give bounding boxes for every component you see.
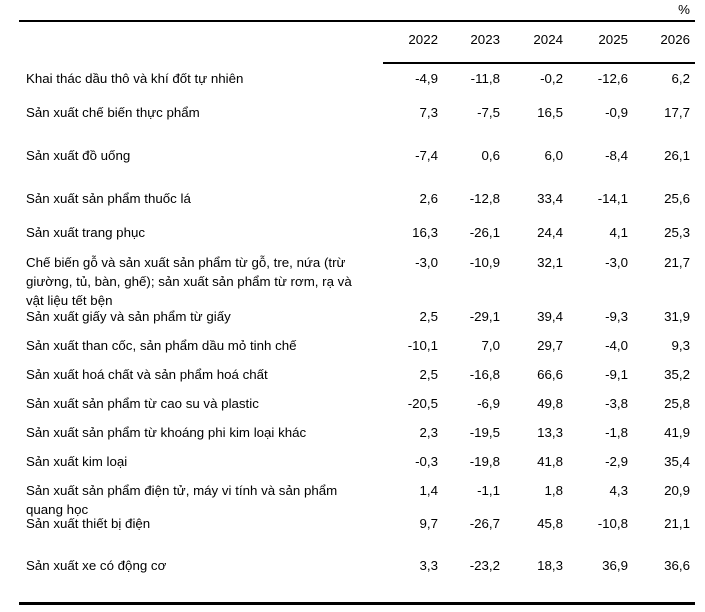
- cell-value: 9,7: [419, 516, 438, 531]
- row-label: Sản xuất sản phẩm thuốc lá: [26, 191, 191, 206]
- row-label: Sản xuất sản phẩm điện tử, máy vi tính và sản phẩm quang học: [26, 483, 338, 517]
- cell-value: 6,0: [544, 148, 563, 163]
- row-label: Sản xuất đồ uống: [26, 148, 131, 163]
- cell-value: 1,8: [544, 483, 563, 498]
- cell-value: 36,6: [664, 558, 690, 573]
- cell-value: -0,9: [605, 105, 628, 120]
- cell-value: -7,4: [415, 148, 438, 163]
- cell-value: 25,6: [664, 191, 690, 206]
- cell-value: -9,1: [605, 367, 628, 382]
- cell-value: 2,6: [419, 191, 438, 206]
- row-label: Sản xuất than cốc, sản phẩm dầu mỏ tinh chế: [26, 338, 297, 353]
- cell-value: -1,8: [605, 425, 628, 440]
- column-header-2024: 2024: [533, 32, 563, 47]
- cell-value: 35,2: [664, 367, 690, 382]
- cell-value: -9,3: [605, 309, 628, 324]
- cell-value: 31,9: [664, 309, 690, 324]
- cell-value: 2,3: [419, 425, 438, 440]
- cell-value: 32,1: [537, 255, 563, 270]
- cell-value: -23,2: [469, 558, 500, 573]
- cell-value: 1,4: [419, 483, 438, 498]
- row-label: Sản xuất hoá chất và sản phẩm hoá chất: [26, 367, 268, 382]
- cell-value: 25,8: [664, 396, 690, 411]
- row-label: Sản xuất sản phẩm từ cao su và plastic: [26, 396, 259, 411]
- cell-value: -20,5: [407, 396, 438, 411]
- cell-value: 16,3: [412, 225, 438, 240]
- table-bottom-rule: [19, 602, 695, 605]
- cell-value: 26,1: [664, 148, 690, 163]
- row-label: Chế biến gỗ và sản xuất sản phẩm từ gỗ, tre, nứa (trừ giường, tủ, bàn, ghế); sản xuất sản phẩm từ rơm, rạ và vật liệu tết bện: [26, 255, 352, 308]
- cell-value: -3,0: [605, 255, 628, 270]
- cell-value: -26,7: [469, 516, 500, 531]
- cell-value: 20,9: [664, 483, 690, 498]
- cell-value: 3,3: [419, 558, 438, 573]
- cell-value: 9,3: [671, 338, 690, 353]
- cell-value: -7,5: [477, 105, 500, 120]
- cell-value: -19,8: [469, 454, 500, 469]
- column-header-2023: 2023: [470, 32, 500, 47]
- cell-value: 21,1: [664, 516, 690, 531]
- cell-value: -0,3: [415, 454, 438, 469]
- cell-value: -14,1: [597, 191, 628, 206]
- cell-value: -2,9: [605, 454, 628, 469]
- cell-value: 21,7: [664, 255, 690, 270]
- cell-value: 13,3: [537, 425, 563, 440]
- cell-value: 4,3: [609, 483, 628, 498]
- cell-value: 4,1: [609, 225, 628, 240]
- cell-value: -8,4: [605, 148, 628, 163]
- column-header-2026: 2026: [660, 32, 690, 47]
- cell-value: 35,4: [664, 454, 690, 469]
- cell-value: 17,7: [664, 105, 690, 120]
- cell-value: -29,1: [469, 309, 500, 324]
- cell-value: -3,8: [605, 396, 628, 411]
- row-label: Sản xuất kim loại: [26, 454, 128, 469]
- unit-label: %: [678, 2, 690, 17]
- cell-value: 0,6: [481, 148, 500, 163]
- cell-value: -4,9: [415, 71, 438, 86]
- column-header-2025: 2025: [598, 32, 628, 47]
- row-label: Sản xuất thiết bị điện: [26, 516, 151, 531]
- cell-value: -11,8: [470, 71, 500, 86]
- cell-value: 2,5: [419, 367, 438, 382]
- cell-value: -4,0: [605, 338, 628, 353]
- cell-value: -12,6: [597, 71, 628, 86]
- header-separator-rule: [383, 62, 695, 64]
- table-top-rule: [19, 20, 695, 22]
- cell-value: 45,8: [537, 516, 563, 531]
- cell-value: 41,8: [537, 454, 563, 469]
- cell-value: -19,5: [469, 425, 500, 440]
- row-label: Sản xuất sản phẩm từ khoáng phi kim loại khác: [26, 425, 307, 440]
- row-label: Khai thác dầu thô và khí đốt tự nhiên: [26, 71, 244, 86]
- cell-value: -12,8: [469, 191, 500, 206]
- cell-value: -10,8: [597, 516, 628, 531]
- cell-value: 41,9: [664, 425, 690, 440]
- cell-value: 2,5: [419, 309, 438, 324]
- cell-value: 29,7: [537, 338, 563, 353]
- row-label: Sản xuất trang phục: [26, 225, 146, 240]
- cell-value: 7,0: [481, 338, 500, 353]
- cell-value: -26,1: [469, 225, 500, 240]
- cell-value: -10,9: [469, 255, 500, 270]
- row-label: Sản xuất chế biến thực phẩm: [26, 105, 200, 120]
- cell-value: -10,1: [407, 338, 438, 353]
- cell-value: 7,3: [419, 105, 438, 120]
- cell-value: -3,0: [415, 255, 438, 270]
- cell-value: -6,9: [477, 396, 500, 411]
- cell-value: 66,6: [537, 367, 563, 382]
- cell-value: 6,2: [671, 71, 690, 86]
- column-header-2022: 2022: [408, 32, 438, 47]
- cell-value: 33,4: [537, 191, 563, 206]
- cell-value: -1,1: [477, 483, 500, 498]
- cell-value: -16,8: [469, 367, 500, 382]
- row-label: Sản xuất giấy và sản phẩm từ giấy: [26, 309, 231, 324]
- cell-value: -0,2: [540, 71, 563, 86]
- cell-value: 24,4: [537, 225, 563, 240]
- cell-value: 18,3: [537, 558, 563, 573]
- cell-value: 16,5: [537, 105, 563, 120]
- row-label: Sản xuất xe có động cơ: [26, 558, 167, 573]
- cell-value: 25,3: [664, 225, 690, 240]
- cell-value: 39,4: [537, 309, 563, 324]
- cell-value: 49,8: [537, 396, 563, 411]
- cell-value: 36,9: [602, 558, 628, 573]
